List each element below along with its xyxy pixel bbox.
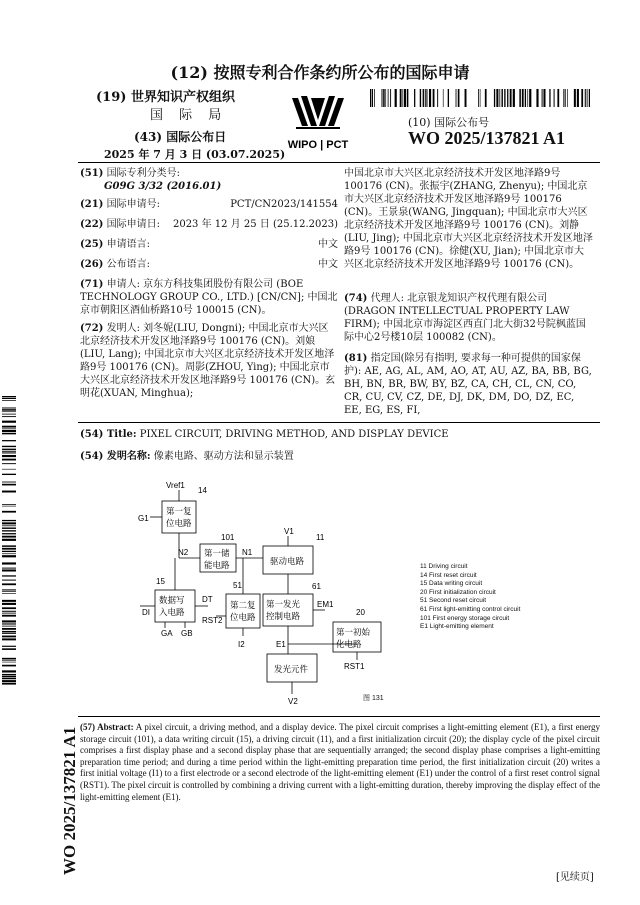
ref-20: 20 xyxy=(356,608,365,617)
filing-date-field: (22) 国际申请日: 2023 年 12 月 25 日 (25.12.2023) xyxy=(80,219,338,230)
n1-label: N1 xyxy=(242,548,253,557)
emit-control-text-2: 控制电路 xyxy=(266,611,301,621)
second-reset-text-2: 位电路 xyxy=(230,612,256,622)
light-element-text: 发光元件 xyxy=(274,664,309,674)
inventors-field: (72) 发明人: 刘冬妮(LIU, Dongni); 中国北京市大兴区北京经济技术开发区地泽路9号 100176 (CN)。刘娘(LIU, Lang); 中国北京市大兴区北京经济技术开发区地泽路9号 100176 (CN)。周影(ZHOU, Ying); 中国北京市大兴区北京经济技术开发区地泽路9号 100176 (CN)。玄明花(XUAN, Minghua); xyxy=(80,323,336,399)
driving-text: 驱动电路 xyxy=(270,556,305,566)
write-text-2: 入电路 xyxy=(159,607,185,617)
top-barcode xyxy=(370,89,590,107)
em1-label: EM1 xyxy=(317,600,334,609)
storage-text-1: 第一储 xyxy=(204,548,230,558)
ref-51: 51 xyxy=(233,581,242,590)
publication-language-field: (26) 公布语言: 中文 xyxy=(80,259,338,270)
ref-15: 15 xyxy=(156,577,165,586)
continued-note: [见续页] xyxy=(556,872,594,883)
biblio-divider xyxy=(78,422,600,423)
emit-control-text-1: 第一发光 xyxy=(266,599,301,609)
publication-number: WO 2025/137821 A1 xyxy=(408,128,566,148)
legend-item: 14 First reset circuit xyxy=(420,571,477,579)
legend-item: E1 Light-emitting element xyxy=(420,623,494,631)
init-text-2: 化电路 xyxy=(336,639,362,649)
ref-14: 14 xyxy=(198,486,207,495)
circuit-figure xyxy=(130,476,420,712)
header-divider xyxy=(78,162,600,163)
e1-label: E1 xyxy=(276,640,286,649)
dt-label: DT xyxy=(202,595,213,604)
write-text-1: 数据写 xyxy=(159,595,185,605)
wipo-logo xyxy=(268,90,368,154)
organization-sub: 国 际 局 xyxy=(150,108,228,123)
ref-101: 101 xyxy=(221,533,235,542)
side-publication-number: WO 2025/137821 A1 xyxy=(60,726,79,875)
applicant-field: (71) 申请人: 京东方科技集团股份有限公司 (BOE TECHNOLOGY GROUP CO., LTD.) [CN/CN]; 中国北京市朝阳区酒仙桥路10号 100015 (CN)。 xyxy=(80,279,338,316)
second-reset-text-1: 第二复 xyxy=(230,600,256,610)
storage-text-2: 能电路 xyxy=(204,560,230,570)
publication-number-label: (10) 国际公布号 xyxy=(408,116,490,129)
inventors-continued: 中国北京市大兴区北京经济技术开发区地泽路9号 100176 (CN)。张振宇(ZHANG, Zhenyu); 中国北京市大兴区北京经济技术开发区地泽路9号 100176 (CN)。王景泉(WANG, Jingquan); 中国北京市大兴区北京经济技术开发区地泽路9号 100176 (CN)。刘静(LIU, Jing); 中国北京市大兴区北京经济技术开发区地泽路9号 100176 (CN)。徐健(XU, Jian); 中国北京市大兴区北京经济技术开发区地泽路9号 100176 (CN)。 xyxy=(344,168,593,270)
ref-11: 11 xyxy=(316,533,325,542)
legend-item: 101 First energy storage circuit xyxy=(420,614,510,622)
g1-label: G1 xyxy=(138,514,149,523)
side-barcode xyxy=(2,396,16,688)
init-text-1: 第一初始 xyxy=(336,627,371,637)
publication-date-label: (43) 国际公布日 xyxy=(134,130,227,144)
title-chinese: (54) 发明名称: 像素电路、驱动方法和显示装置 xyxy=(80,451,294,462)
organization-name: (19) 世界知识产权组织 xyxy=(96,90,235,105)
first-reset-text-1: 第一复 xyxy=(166,506,192,516)
wipo-emblem-icon xyxy=(292,96,344,129)
legend-item: 15 Data writing circuit xyxy=(420,580,483,588)
abstract: (57) Abstract: A pixel circuit, a driving method, and a display device. The pixel circuit comprises a light-emitting element (E1), a first energy storage circuit (101), a data writing circuit (15), a driving circuit (11), and a first initialization circuit (20); the display cycle of the pixel circuit comprises a first display phase and a second display phase that are sequentially arranged; the second display phase comprises a light-emitting preparation time period; and during a time period within the light-emitting preparation time period, the first initialization circuit (20) writes a first initial voltage (I1) to a first electrode or a second electrode of the light-emitting element (E1) under the control of a first reset control signal (RST1). The pixel circuit is controlled by combining a driving current with a light-emitting duration, thereby improving the display effect of the light-emitting element (E1). xyxy=(80,722,600,802)
ga-label: GA xyxy=(161,629,173,638)
publication-date: 2025 年 7 月 3 日 (03.07.2025) xyxy=(104,148,286,161)
rst2-label: RST2 xyxy=(202,616,223,625)
legend-item: 20 First initialization circuit xyxy=(420,588,496,596)
v2-label: V2 xyxy=(288,697,298,706)
ipc-field: (51) 国际专利分类号: G09G 3/32 (2016.01) xyxy=(80,168,222,192)
document-title: (12) 按照专利合作条约所公布的国际申请 xyxy=(170,63,470,82)
di-label: DI xyxy=(142,608,150,617)
rst1-label: RST1 xyxy=(344,662,365,671)
gb-label: GB xyxy=(181,629,193,638)
figure-divider xyxy=(78,716,600,717)
wipo-label: WIPO | PCT xyxy=(287,139,349,151)
agent-field: (74) 代理人: 北京银龙知识产权代理有限公司 (DRAGON INTELLECTUAL PROPERTY LAW FIRM); 中国北京市海淀区西直门北大街32号院枫蓝国际中心2号楼10层 100082 (CN)。 xyxy=(344,293,586,343)
designated-states-field: (81) 指定国(除另有指明, 要求每一种可提供的国家保护): AE, AG, AL, AM, AO, AT, AU, AZ, BA, BB, BG, BH, BN, BR, BW, BY, BZ, CA, CH, CL, CN, CO, CR, CU, CV, CZ, DE, DJ, DK, DM, DO, DZ, EC, EE, EG, ES, FI, xyxy=(344,353,592,416)
figure-caption: 图 131 xyxy=(363,695,384,702)
v1-label: V1 xyxy=(284,527,294,536)
ref-61: 61 xyxy=(312,582,321,591)
figure-legend xyxy=(420,563,520,632)
first-reset-text-2: 位电路 xyxy=(166,518,192,528)
application-number-field: (21) 国际申请号: PCT/CN2023/141554 xyxy=(80,199,338,210)
i2-label: I2 xyxy=(238,640,245,649)
vref1-label: Vref1 xyxy=(166,481,185,490)
filing-language-field: (25) 申请语言: 中文 xyxy=(80,239,338,250)
legend-item: 11 Driving circuit xyxy=(420,563,468,570)
legend-item: 51 Second reset circuit xyxy=(420,597,487,605)
n2-label: N2 xyxy=(178,548,189,557)
legend-item: 61 First light-emitting control circuit xyxy=(420,605,521,613)
title-english: (54) Title: PIXEL CIRCUIT, DRIVING METHOD, AND DISPLAY DEVICE xyxy=(80,429,449,440)
